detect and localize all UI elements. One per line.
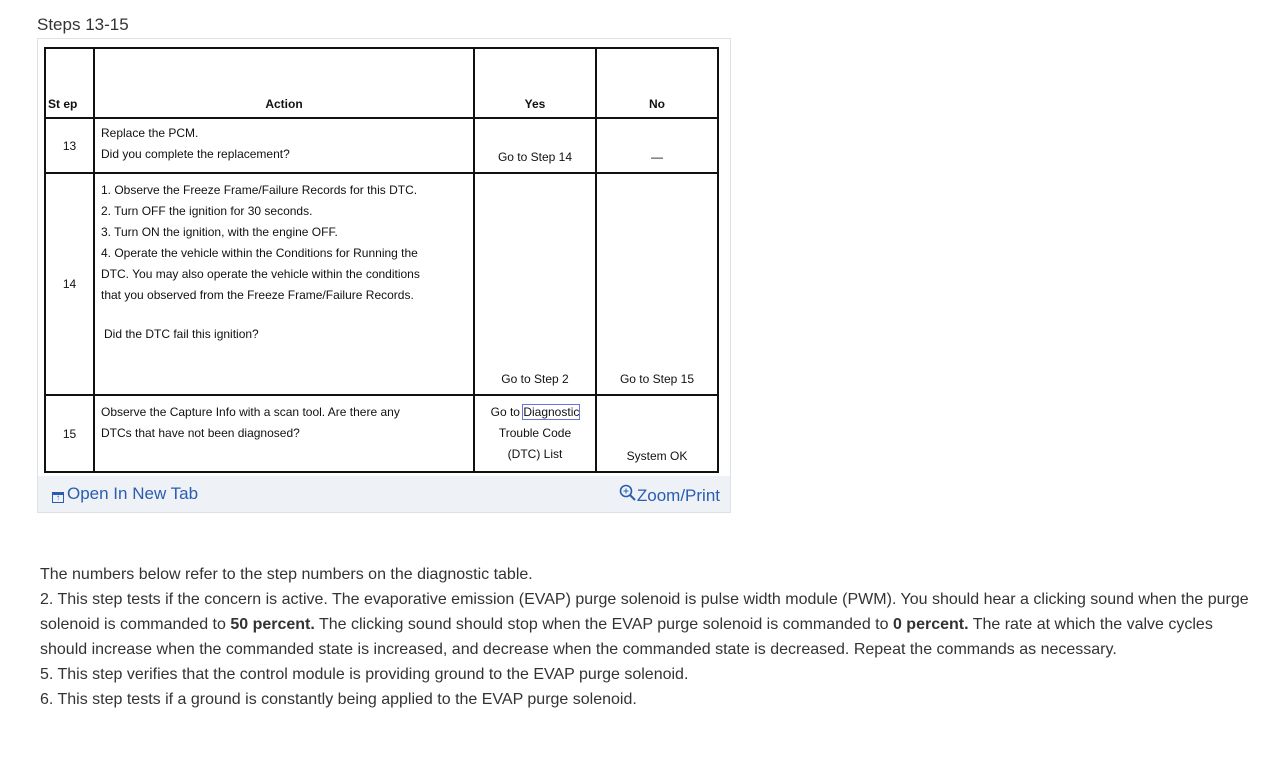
yes-rest: Trouble Code (DTC) List: [498, 426, 572, 461]
table-row: [45, 118, 718, 173]
zoom-print-label: Zoom/Print: [636, 486, 720, 505]
note-step-6: 6. This step tests if a ground is constantly being applied to the EVAP purge solenoid.: [40, 691, 637, 708]
action-item: 4. Operate the vehicle within the Conditions for Running the DTC. You may also operate the vehicle within the conditions that you observed from the Freeze Frame/Failure Records.: [101, 246, 420, 302]
notes-intro: The numbers below refer to the step numbers on the diagnostic table.: [40, 566, 533, 583]
table-header-row: [45, 48, 718, 118]
yes-cell: [474, 395, 596, 472]
header-no: No: [596, 48, 718, 118]
diagnostic-table-frame: [37, 38, 731, 513]
diagnostic-table: [44, 47, 719, 473]
no-cell: —: [596, 118, 718, 173]
diagnostic-trouble-code-link[interactable]: Diagnostic: [523, 405, 580, 419]
header-action: Action: [94, 48, 474, 118]
action-question: Did the DTC fail this ignition?: [104, 327, 259, 341]
note-step-2: [40, 587, 1255, 662]
open-in-new-tab-label: Open In New Tab: [67, 484, 199, 503]
action-text: Replace the PCM.: [101, 126, 199, 140]
zoom-print-link[interactable]: [619, 484, 720, 506]
header-step: St ep: [45, 48, 94, 118]
action-item: 1. Observe the Freeze Frame/Failure Records for this DTC.: [101, 183, 418, 197]
yes-cell: Go to Step 2: [474, 173, 596, 395]
step-number: 15: [45, 395, 94, 472]
new-tab-icon: ↑: [52, 492, 64, 503]
step-number: 13: [45, 118, 94, 173]
note-bold: 50 percent.: [230, 616, 315, 633]
action-cell: Observe the Capture Info with a scan tool. Are there any DTCs that have not been diagnosed?: [94, 395, 474, 472]
action-cell: [94, 173, 474, 395]
header-yes: Yes: [474, 48, 596, 118]
note-step-5: 5. This step verifies that the control module is providing ground to the EVAP purge solenoid.: [40, 666, 689, 683]
section-title: Steps 13-15: [37, 15, 129, 34]
zoom-in-icon: [619, 484, 637, 502]
table-row: [45, 173, 718, 395]
note-text: The rate at which the valve cycles should increase when the commanded state is increased, and decrease when the commanded state is decreased. Repeat the commands as necessary.: [40, 616, 1213, 658]
table-row: [45, 395, 718, 472]
step-number: 14: [45, 173, 94, 395]
action-item: 2. Turn OFF the ignition for 30 seconds.: [101, 204, 313, 218]
table-footer: [38, 476, 730, 512]
action-item: 3. Turn ON the ignition, with the engine OFF.: [101, 225, 338, 239]
yes-prefix: Go to: [490, 405, 520, 419]
note-bold: 0 percent.: [892, 616, 969, 633]
no-cell: System OK: [596, 395, 718, 472]
note-text: 2. This step tests if the concern is active. The evaporative emission (EVAP) purge solenoid is pulse width module (PWM). You should hear a clicking sound when the purge solenoid is commanded to: [40, 591, 1249, 633]
note-text: The clicking sound should stop when the EVAP purge solenoid is commanded to: [314, 616, 893, 633]
action-cell: [94, 118, 474, 173]
notes-section: [40, 562, 1255, 712]
action-question: Did you complete the replacement?: [101, 147, 290, 161]
open-in-new-tab-link[interactable]: [52, 484, 198, 504]
yes-cell: Go to Step 14: [474, 118, 596, 173]
no-cell: Go to Step 15: [596, 173, 718, 395]
